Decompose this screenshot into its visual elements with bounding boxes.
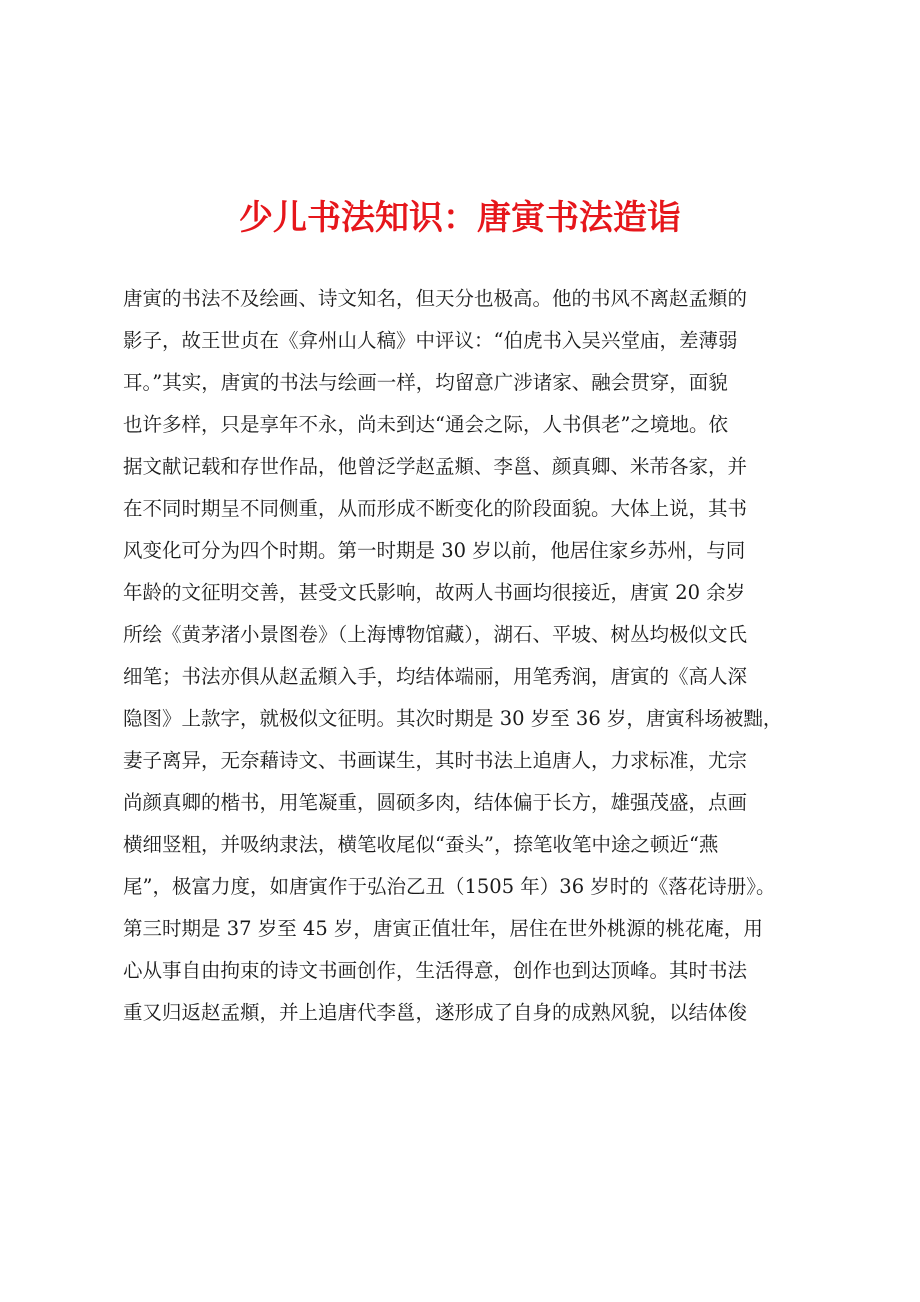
text-line: 唐寅的书法不及绘画、诗文知名，但天分也极高。他的书风不离赵孟頫的	[123, 287, 748, 310]
text-line: 也许多样，只是享年不永，尚未到达“通会之际，人书俱老”之境地。依	[123, 413, 728, 436]
text-line: 影子，故王世贞在《弇州山人稿》中评议：“伯虎书入吴兴堂庙，差薄弱	[123, 329, 738, 352]
text-line: 妻子离异，无奈藉诗文、书画谋生，其时书法上追唐人，力求标准，尤宗	[123, 749, 748, 772]
text-line: 风变化可分为四个时期。第一时期是 30 岁以前，他居住家乡苏州，与同	[123, 539, 746, 562]
text-line: 横细竖粗，并吸纳隶法，横笔收尾似“蚕头”，捺笔收笔中途之顿近“燕	[123, 833, 719, 856]
text-line: 所绘《黄茅渚小景图卷》（上海博物馆藏），湖石、平坡、树丛均极似文氏	[123, 623, 748, 646]
text-line: 重又归返赵孟頫，并上追唐代李邕，遂形成了自身的成熟风貌，以结体俊	[123, 1001, 748, 1024]
text-line: 隐图》上款字，就极似文征明。其次时期是 30 岁至 36 岁，唐寅科场被黜，	[123, 707, 783, 730]
body-paragraph	[123, 278, 813, 1034]
page-title: 少儿书法知识：唐寅书法造诣	[239, 198, 681, 238]
text-line: 心从事自由拘束的诗文书画创作，生活得意，创作也到达顶峰。其时书法	[123, 959, 748, 982]
text-line: 细笔；书法亦俱从赵孟頫入手，均结体端丽，用笔秀润，唐寅的《高人深	[123, 665, 748, 688]
text-line: 据文献记载和存世作品，他曾泛学赵孟頫、李邕、颜真卿、米芾各家，并	[123, 455, 748, 478]
text-line: 尚颜真卿的楷书，用笔凝重，圆硕多肉，结体偏于长方，雄强茂盛，点画	[123, 791, 748, 814]
text-line: 第三时期是 37 岁至 45 岁，唐寅正值壮年，居住在世外桃源的桃花庵，用	[123, 917, 763, 940]
text-line: 耳。”其实，唐寅的书法与绘画一样，均留意广涉诸家、融会贯穿，面貌	[123, 371, 728, 394]
text-line: 在不同时期呈不同侧重，从而形成不断变化的阶段面貌。大体上说，其书	[123, 497, 748, 520]
text-line: 尾”，极富力度，如唐寅作于弘治乙丑（1505 年）36 岁时的《落花诗册》。	[123, 875, 776, 898]
text-line: 年龄的文征明交善，甚受文氏影响，故两人书画均很接近，唐寅 20 余岁	[123, 581, 746, 604]
